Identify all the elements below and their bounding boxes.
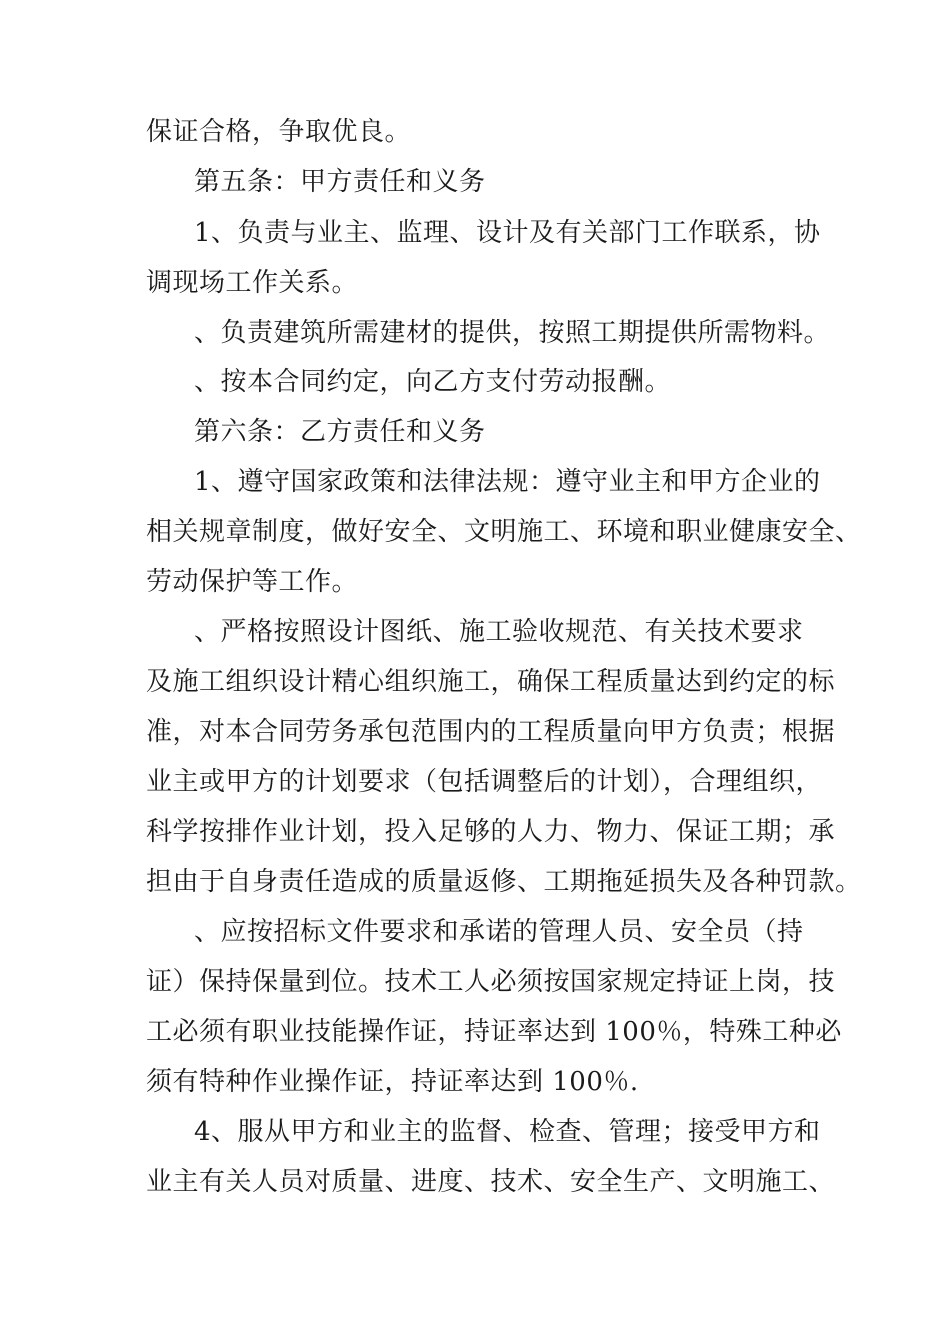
body-text-line: 准，对本合同劳务承包范围内的工程质量向甲方负责；根据 bbox=[146, 717, 836, 747]
body-text-line: 及施工组织设计精心组织施工，确保工程质量达到约定的标 bbox=[146, 667, 836, 697]
body-text-line: 劳动保护等工作。 bbox=[146, 567, 359, 597]
body-text-line: 证）保持保量到位。技术工人必须按国家规定持证上岗，技 bbox=[146, 967, 836, 997]
body-text-line: 1、遵守国家政策和法律法规：遵守业主和甲方企业的 bbox=[194, 467, 821, 497]
body-text-line: 工必须有职业技能操作证，持证率达到 100％，特殊工种必 bbox=[146, 1017, 842, 1047]
section-heading-article-5: 第五条：甲方责任和义务 bbox=[194, 167, 486, 197]
section-heading-article-6: 第六条：乙方责任和义务 bbox=[194, 417, 486, 447]
body-text-line: 科学按排作业计划，投入足够的人力、物力、保证工期；承 bbox=[146, 817, 836, 847]
body-text-line: 、负责建筑所需建材的提供，按照工期提供所需物料。 bbox=[194, 318, 831, 348]
body-text-line: 须有特种作业操作证，持证率达到 100％. bbox=[146, 1067, 639, 1097]
body-text-line: 保证合格，争取优良。 bbox=[146, 117, 412, 147]
body-text-line: 业主有关人员对质量、进度、技术、安全生产、文明施工、 bbox=[146, 1167, 836, 1197]
body-text-line: 调现场工作关系。 bbox=[146, 268, 359, 298]
body-text-line: 、应按招标文件要求和承诺的管理人员、安全员（持 bbox=[194, 917, 804, 947]
body-text-line: 担由于自身责任造成的质量返修、工期拖延损失及各种罚款。 bbox=[146, 867, 862, 897]
body-text-line: 、按本合同约定，向乙方支付劳动报酬。 bbox=[194, 367, 672, 397]
body-text-line: 相关规章制度，做好安全、文明施工、环境和职业健康安全、 bbox=[146, 517, 862, 547]
body-text-line: 、严格按照设计图纸、施工验收规范、有关技术要求 bbox=[194, 617, 804, 647]
body-text-line: 1、负责与业主、监理、设计及有关部门工作联系，协 bbox=[194, 218, 821, 248]
body-text-line: 4、服从甲方和业主的监督、检查、管理；接受甲方和 bbox=[194, 1117, 821, 1147]
body-text-line: 业主或甲方的计划要求（包括调整后的计划），合理组织， bbox=[146, 767, 823, 797]
